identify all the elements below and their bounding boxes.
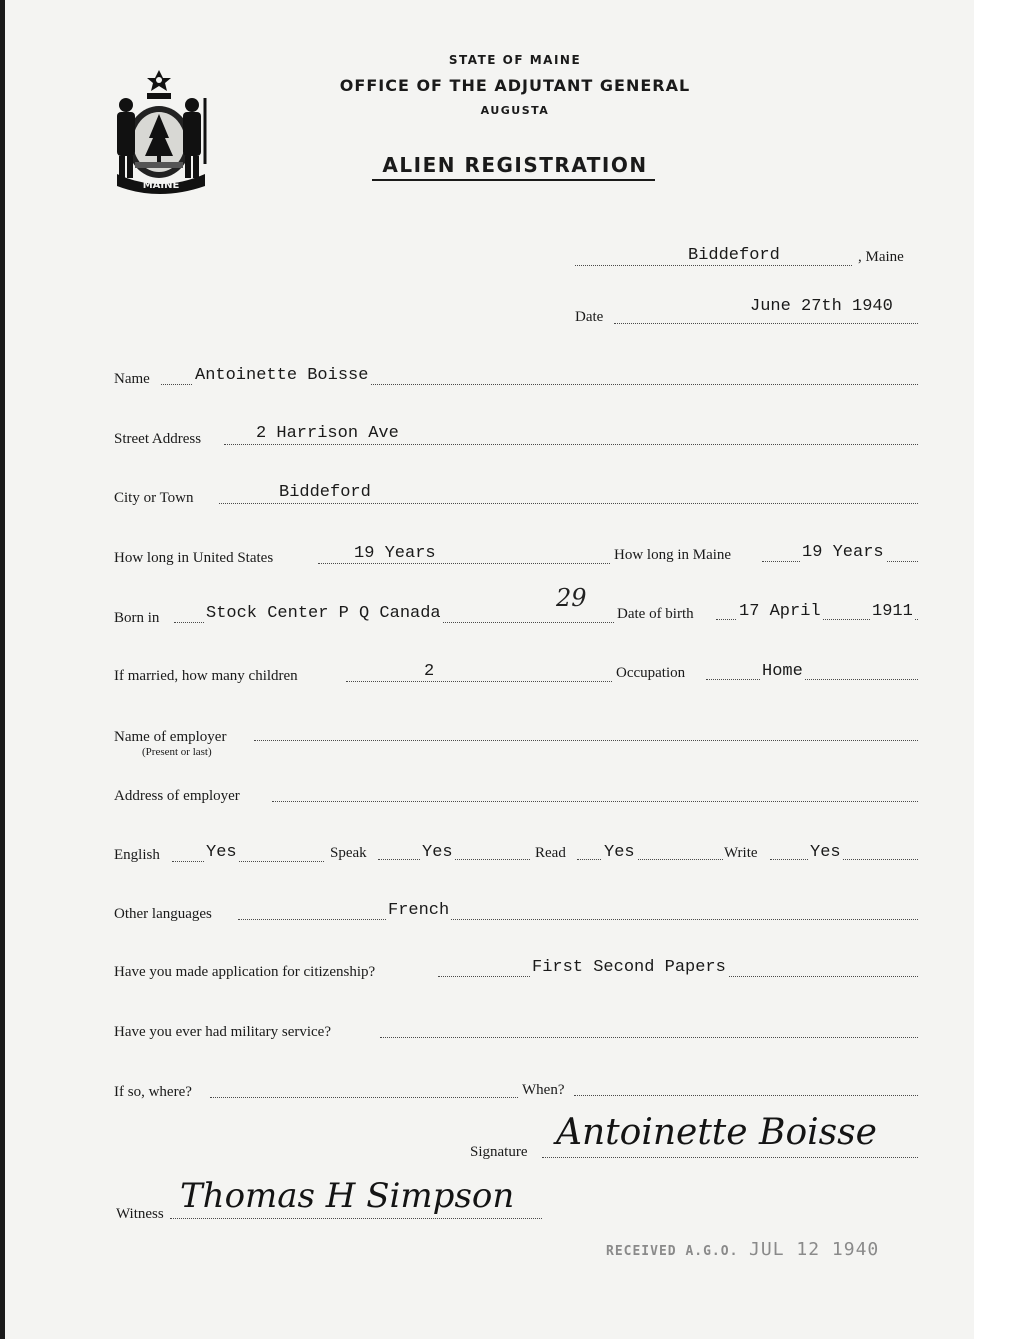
place-suffix: , Maine bbox=[858, 249, 904, 265]
received-stamp-date: JUL 12 1940 bbox=[749, 1239, 880, 1260]
street-value: 2 Harrison Ave bbox=[256, 424, 399, 443]
svg-text:MAINE: MAINE bbox=[142, 180, 180, 191]
date-label: Date bbox=[575, 309, 604, 325]
employer-label: Name of employer bbox=[114, 729, 227, 745]
date-value: June 27th 1940 bbox=[750, 297, 893, 316]
employer-address-dots bbox=[272, 801, 918, 802]
signature-handwritten: Antoinette Boisse bbox=[556, 1112, 877, 1153]
signature-label: Signature bbox=[470, 1144, 528, 1160]
header-state: STATE OF MAINE bbox=[448, 53, 582, 67]
read-value: Yes bbox=[604, 843, 635, 862]
write-label: Write bbox=[724, 845, 758, 861]
dob-label: Date of birth bbox=[617, 606, 694, 622]
signature-dots bbox=[542, 1157, 918, 1158]
where-dots bbox=[210, 1097, 518, 1098]
years-us-dots bbox=[318, 563, 610, 564]
write-dots bbox=[770, 859, 918, 860]
other-languages-dots bbox=[238, 919, 918, 920]
where-label: If so, where? bbox=[114, 1084, 192, 1100]
english-dots bbox=[172, 861, 324, 862]
military-label: Have you ever had military service? bbox=[114, 1024, 331, 1040]
children-label: If married, how many children bbox=[114, 668, 298, 684]
place-value: Biddeford bbox=[688, 246, 780, 265]
english-value: Yes bbox=[206, 843, 237, 862]
citizenship-label: Have you made application for citizenship? bbox=[114, 964, 376, 980]
witness-label: Witness bbox=[116, 1206, 164, 1222]
children-value: 2 bbox=[424, 662, 435, 681]
citizenship-value: First Second Papers bbox=[532, 958, 726, 977]
english-label: English bbox=[114, 847, 160, 863]
witness-handwritten: Thomas H Simpson bbox=[180, 1176, 515, 1216]
witness-dots bbox=[170, 1218, 542, 1219]
place-dots bbox=[575, 265, 852, 266]
header-city: AUGUSTA bbox=[480, 104, 550, 117]
write-value: Yes bbox=[810, 843, 841, 862]
years-us-label: How long in United States bbox=[114, 550, 274, 566]
date-dots bbox=[614, 323, 918, 324]
scan-right-margin bbox=[974, 0, 1024, 1339]
military-dots bbox=[380, 1037, 918, 1038]
title-underline bbox=[372, 179, 655, 181]
name-value: Antoinette Boisse bbox=[195, 366, 369, 385]
street-dots bbox=[224, 444, 918, 445]
other-languages-value: French bbox=[388, 901, 450, 920]
city-label: City or Town bbox=[114, 490, 194, 506]
when-label: When? bbox=[522, 1082, 565, 1098]
read-dots bbox=[577, 859, 723, 860]
street-label: Street Address bbox=[114, 431, 202, 447]
city-dots bbox=[219, 503, 918, 504]
occupation-value: Home bbox=[762, 662, 803, 681]
dob-year: 1911 bbox=[872, 602, 913, 621]
employer-address-label: Address of employer bbox=[114, 788, 240, 804]
born-handwritten-note: 29 bbox=[556, 584, 587, 612]
received-stamp bbox=[606, 1239, 879, 1260]
born-label: Born in bbox=[114, 610, 160, 626]
years-us-value: 19 Years bbox=[354, 544, 436, 563]
city-value: Biddeford bbox=[279, 483, 371, 502]
when-dots bbox=[574, 1095, 918, 1096]
occupation-label: Occupation bbox=[616, 665, 686, 681]
employer-dots bbox=[254, 740, 918, 741]
name-label: Name bbox=[114, 371, 150, 387]
scan-left-edge bbox=[0, 0, 5, 1339]
years-maine-label: How long in Maine bbox=[614, 547, 732, 563]
form-title: ALIEN REGISTRATION bbox=[382, 153, 648, 177]
other-languages-label: Other languages bbox=[114, 906, 212, 922]
children-dots bbox=[346, 681, 612, 682]
header-office: OFFICE OF THE ADJUTANT GENERAL bbox=[339, 76, 691, 95]
occupation-dots bbox=[706, 679, 918, 680]
years-maine-value: 19 Years bbox=[802, 543, 884, 562]
employer-sublabel: (Present or last) bbox=[142, 746, 212, 758]
read-label: Read bbox=[535, 845, 566, 861]
born-value: Stock Center P Q Canada bbox=[206, 604, 441, 623]
dob-day-month: 17 April bbox=[739, 602, 821, 621]
received-stamp-text: RECEIVED A.G.O. bbox=[606, 1244, 739, 1259]
speak-label: Speak bbox=[330, 845, 367, 861]
speak-value: Yes bbox=[422, 843, 453, 862]
maine-seal-icon bbox=[113, 68, 225, 198]
